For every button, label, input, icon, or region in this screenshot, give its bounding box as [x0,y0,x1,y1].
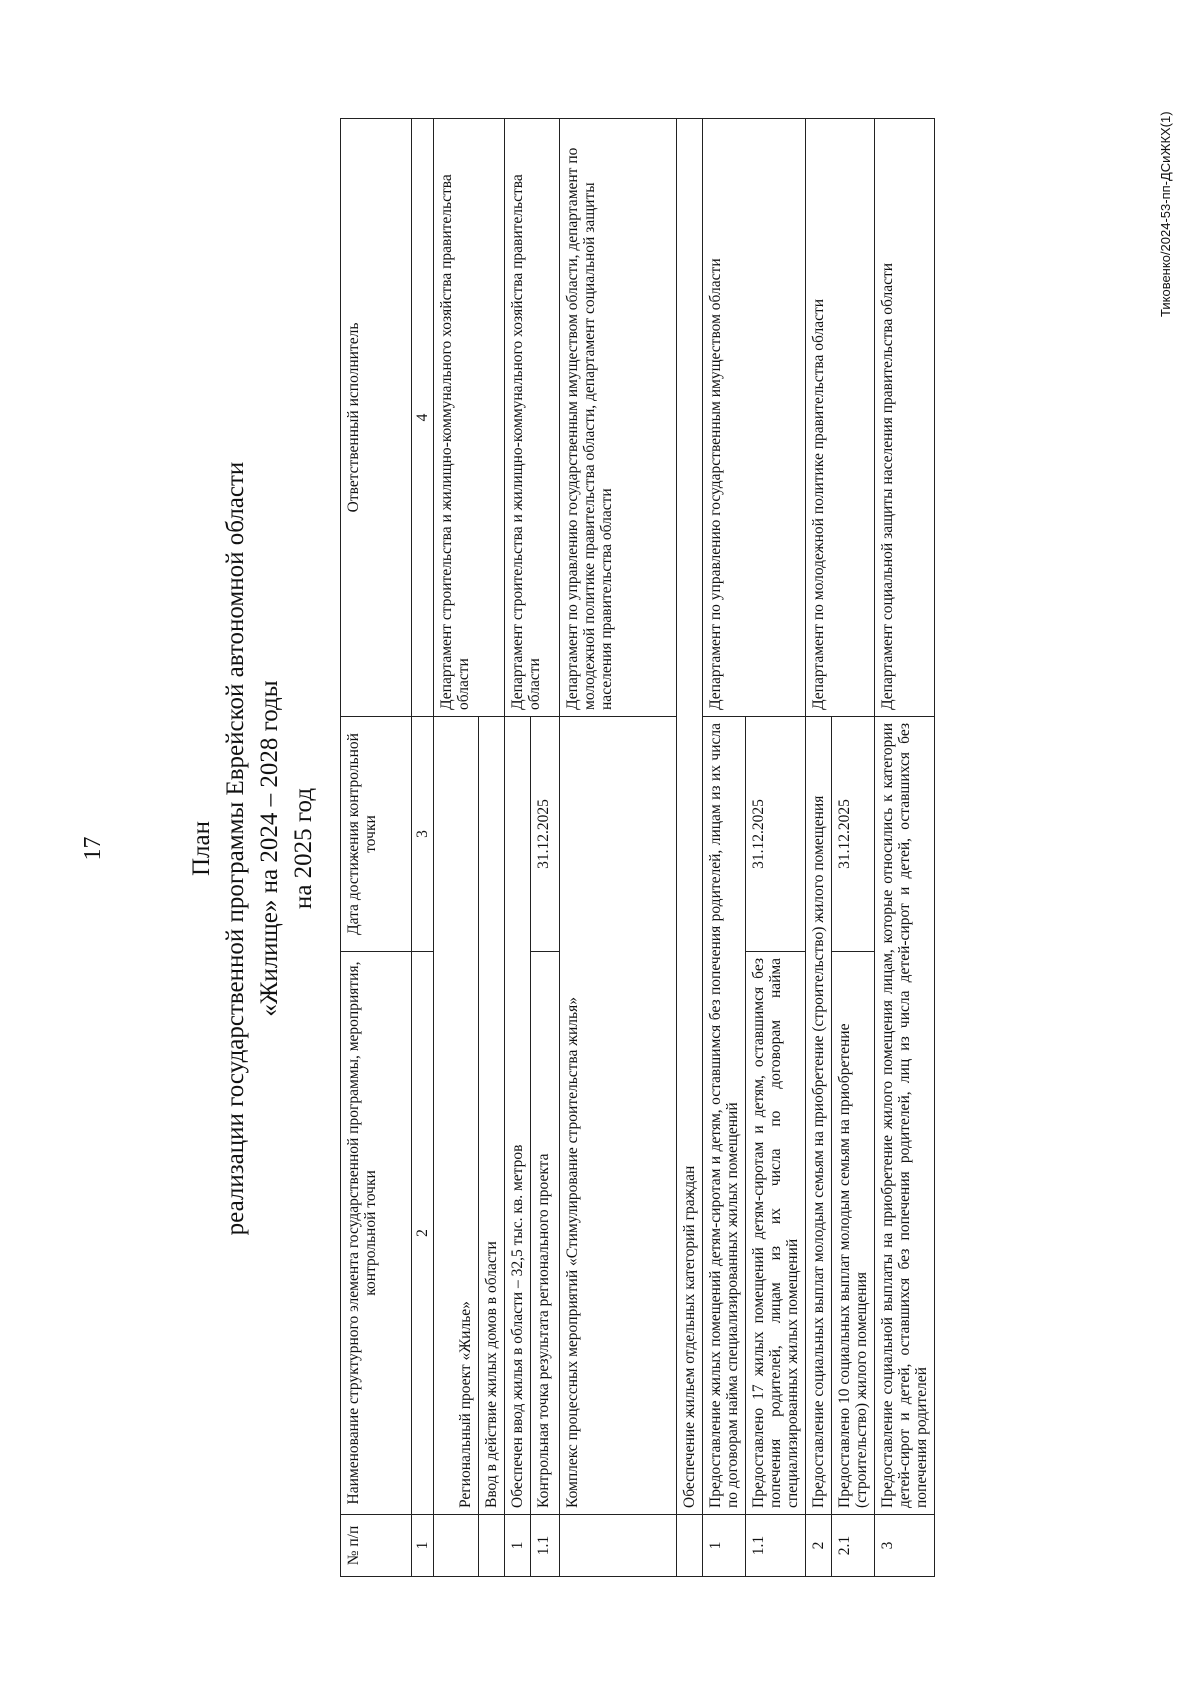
header-name: Наименование структурного элемента государственной программы, мероприятия, контрольной точки [341,951,412,1514]
column-number: 3 [412,716,434,951]
row-name: Обеспечен ввод жилья в области – 32,5 тыс. кв. метров [505,716,531,1514]
table-row [677,118,703,1576]
row-num: 2 [806,1515,832,1577]
row-name: Обеспечение жильем отдельных категорий граждан [677,118,703,1514]
row-date: 31.12.2025 [531,716,560,951]
row-num: 2.1 [832,1515,875,1577]
row-exec: Департамент строительства и жилищно-коммунального хозяйства правительства области [505,118,560,716]
footer-doc-code: Тиковенко/2024-53-пп-ДСиЖКХ(1) [1158,111,1173,317]
row-num: 1 [703,1515,746,1577]
row-num [434,1515,479,1577]
table-row [703,118,746,1576]
row-num [560,1515,677,1577]
page-number: 17 [80,836,106,861]
column-number: 2 [412,951,434,1514]
title-line-4: на 2025 год [290,787,317,910]
row-name: Предоставлено 10 социальных выплат молодым семьям на приобретение (строительство) жилого помещения [832,951,875,1514]
table-row [875,118,935,1576]
column-number: 1 [412,1515,434,1577]
column-number: 4 [412,118,434,716]
row-num: 1.1 [746,1515,806,1577]
row-exec: Департамент строительства и жилищно-коммунального хозяйства правительства области [434,118,505,716]
row-date: 31.12.2025 [832,716,875,951]
title-line-1: План [188,821,215,877]
row-exec: Департамент социальной защиты населения правительства области [875,118,935,716]
row-num: 1 [505,1515,531,1577]
table-header-row [341,118,412,1576]
row-name: Предоставление социальных выплат молодым семьям на приобретение (строительство) жилого помещения [806,716,832,1514]
row-num: 3 [875,1515,935,1577]
header-num: № п/п [341,1515,412,1577]
plan-table [340,118,935,1577]
row-num [479,1515,505,1577]
table-row [806,118,832,1576]
header-date: Дата достижения контрольной точки [341,716,412,951]
row-num: 1.1 [531,1515,560,1577]
row-name: Региональный проект «Жилье» [434,716,479,1514]
row-exec: Департамент по управлению государственным имуществом области [703,118,806,716]
page-title [185,0,321,1697]
title-line-3: «Жилище» на 2024 – 2028 годы [256,680,283,1017]
row-date: 31.12.2025 [746,716,806,951]
row-exec: Департамент по молодежной политике правительства области [806,118,875,716]
row-exec: Департамент по управлению государственным имуществом области, департамент по молодежной политике правительства области, департамент социальной защиты населения правительства области [560,118,677,716]
row-name: Ввод в действие жилых домов в области [479,716,505,1514]
row-name: Предоставлено 17 жилых помещений детям-сиротам и детям, оставшимся без попечения родителей, лицам из их числа по договорам найма специализированных жилых помещений [746,951,806,1514]
row-name: Предоставление социальной выплаты на приобретение жилого помещения лицам, которые относились к категории детей-сирот и детей, оставшихся без попечения родителей, лиц из числа детей-сирот и детей, оставшихся без попечения родителей [875,716,935,1514]
row-name: Предоставление жилых помещений детям-сиротам и детям, оставшимся без попечения родителей, лицам из их числа по договорам найма специализированных жилых помещений [703,716,746,1514]
header-exec: Ответственный исполнитель [341,118,412,716]
row-name: Контрольная точка результата регионального проекта [531,951,560,1514]
column-number-row [412,118,434,1576]
table-row [434,118,479,1576]
title-line-2: реализации государственной программы Еврейской автономной области [222,461,249,1236]
row-num [677,1515,703,1577]
table-row [505,118,531,1576]
row-name: Комплекс процессных мероприятий «Стимулирование строительства жилья» [560,716,677,1514]
table-row [560,118,677,1576]
